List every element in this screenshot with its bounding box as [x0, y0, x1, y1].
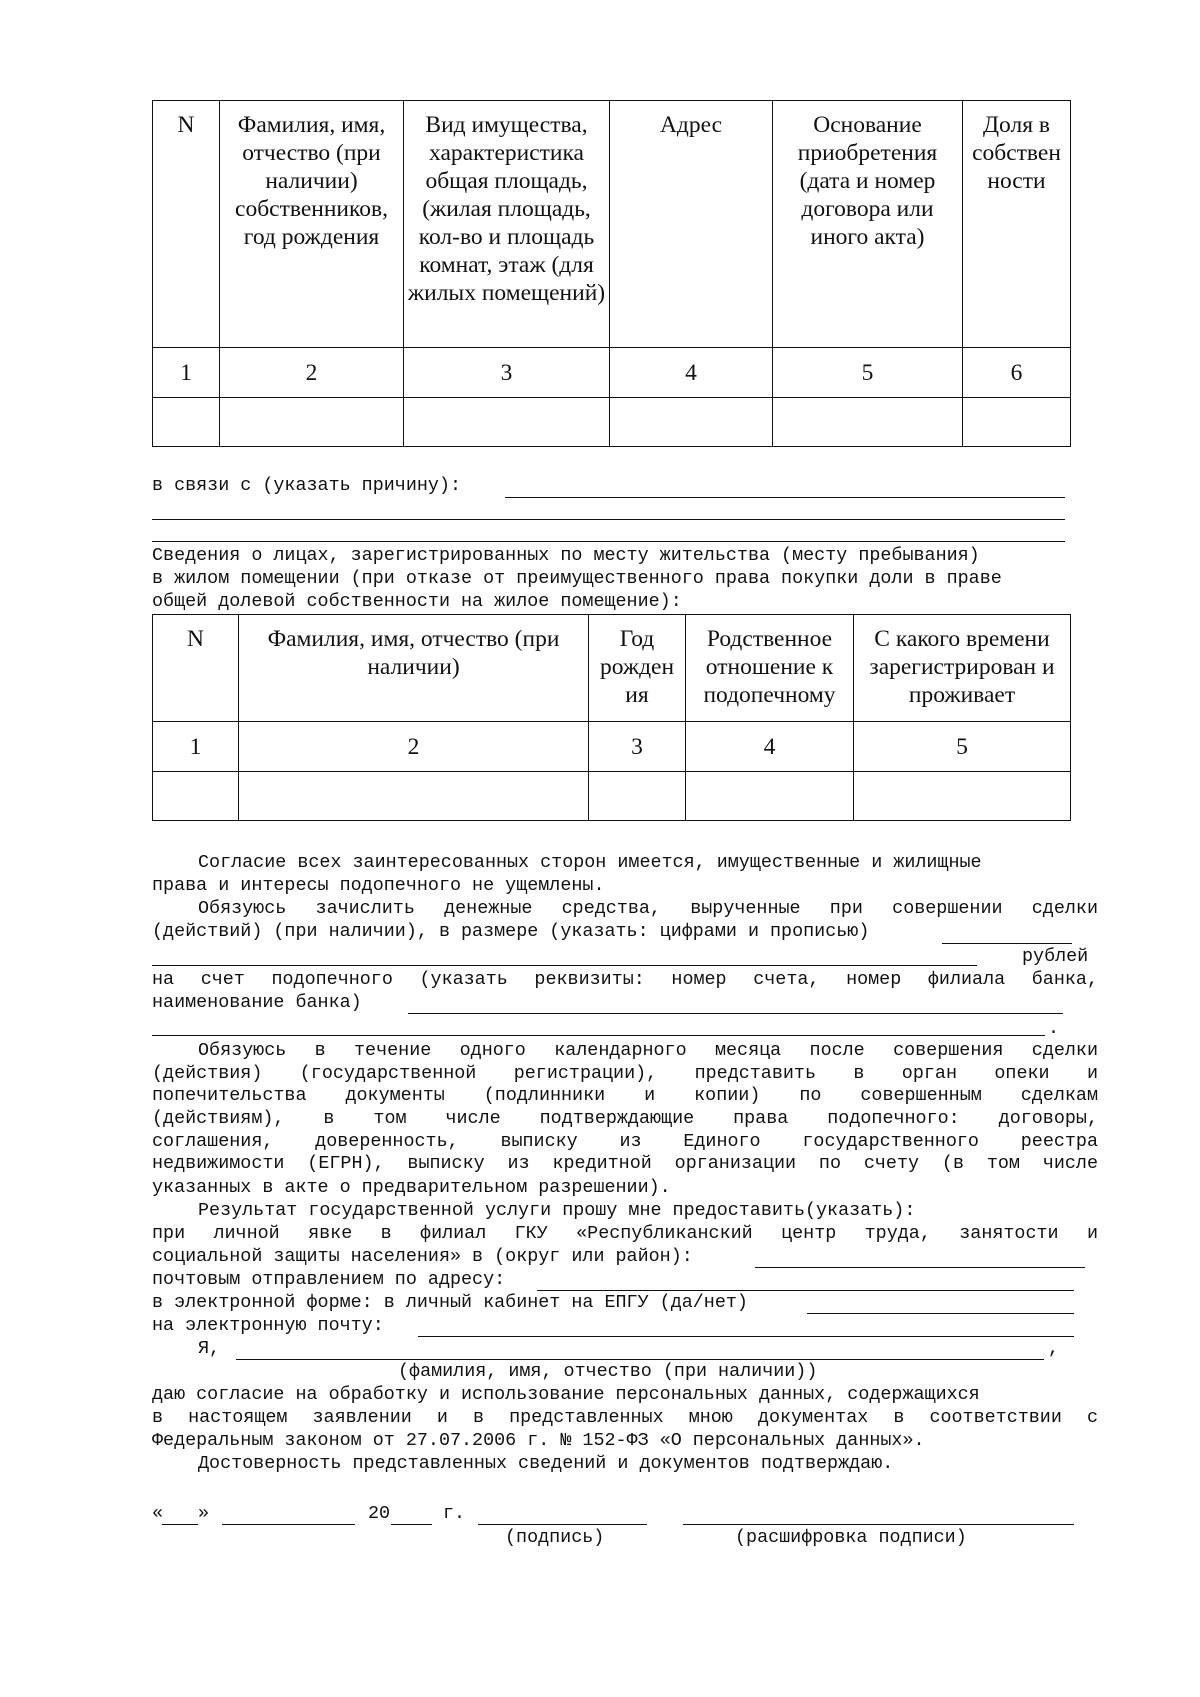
property-col-number: 4	[610, 348, 773, 398]
personal-data-consent: Федеральным законом от 27.07.2006 г. № 152-ФЗ «О персональных данных».	[152, 1430, 925, 1451]
property-table	[152, 100, 1071, 447]
result-option-branch: при личной явке в филиал ГКУ «Республиканский центр труда, занятости и	[152, 1223, 1098, 1244]
residents-intro-line: Сведения о лицах, зарегистрированных по месту жительства (месту пребывания)	[152, 545, 980, 566]
residents-empty-cell[interactable]	[854, 772, 1071, 821]
residents-header-birth-year: Год рожден ия	[589, 615, 686, 722]
consent-text: права и интересы подопечного не ущемлены.	[152, 875, 605, 896]
residents-intro-line: общей долевой собственности на жилое помещение):	[152, 591, 682, 612]
district-field[interactable]	[755, 1267, 1085, 1268]
personal-data-consent: даю согласие на обработку и использование персональных данных, содержащихся	[152, 1384, 980, 1405]
reason-label: в связи с (указать причину):	[152, 475, 462, 496]
email-field[interactable]	[418, 1336, 1074, 1337]
epgu-field[interactable]	[807, 1313, 1074, 1314]
date-year-suffix: г.	[443, 1503, 466, 1524]
property-header-share: Доля в собствен ности	[963, 101, 1071, 348]
residents-header-registered-since: С какого времени зарегистрирован и проживает	[854, 615, 1071, 722]
date-day-field[interactable]	[162, 1524, 198, 1525]
property-header-basis: Основание приобретения (дата и номер договора или иного акта)	[773, 101, 963, 348]
signature-caption: (подпись)	[505, 1527, 605, 1548]
residents-table	[152, 614, 1071, 821]
result-intro: Результат государственной услуги прошу мне предоставить(указать):	[198, 1200, 916, 1221]
funds-account-text: наименование банка)	[152, 992, 362, 1013]
reason-field-line-3[interactable]	[152, 541, 1065, 542]
property-empty-cell[interactable]	[963, 398, 1071, 447]
date-month-field[interactable]	[222, 1524, 355, 1525]
consent-text: Согласие всех заинтересованных сторон имеется, имущественные и жилищные	[198, 852, 982, 873]
fio-comma: ,	[1048, 1338, 1060, 1359]
personal-data-consent: в настоящем заявлении и в представленных мною документах в соответствии с	[152, 1407, 1098, 1428]
signature-decode-caption: (расшифровка подписи)	[735, 1527, 967, 1548]
bank-details-period: .	[1048, 1018, 1060, 1039]
residents-empty-cell[interactable]	[153, 772, 239, 821]
date-year-field[interactable]	[391, 1524, 432, 1525]
confirm-statement: Достоверность представленных сведений и документов подтверждаю.	[198, 1453, 894, 1474]
funds-amount-field[interactable]	[942, 943, 1072, 944]
funds-account-text: на счет подопечного (указать реквизиты: номер счета, номер филиала банка,	[152, 969, 1098, 990]
result-option-post: почтовым отправлением по адресу:	[152, 1269, 506, 1290]
postal-address-field[interactable]	[537, 1290, 1074, 1291]
signature-field[interactable]	[478, 1524, 647, 1525]
residents-col-number: 2	[239, 722, 589, 772]
property-col-number: 6	[963, 348, 1071, 398]
property-header-n: N	[153, 101, 220, 348]
residents-header-name: Фамилия, имя, отчество (при наличии)	[239, 615, 589, 722]
residents-col-number: 5	[854, 722, 1071, 772]
property-header-type: Вид имущества, характеристика общая площадь, (жилая площадь, кол-во и площадь комнат, этаж (для жилых помещений)	[404, 101, 610, 348]
property-empty-cell[interactable]	[220, 398, 404, 447]
date-year-prefix: 20	[368, 1503, 391, 1524]
funds-amount-field-line-2[interactable]	[152, 965, 977, 966]
property-empty-cell[interactable]	[404, 398, 610, 447]
result-option-epgu: в электронной форме: в личный кабинет на ЕПГУ (да/нет)	[152, 1292, 748, 1313]
property-empty-cell[interactable]	[773, 398, 963, 447]
residents-col-number: 1	[153, 722, 239, 772]
property-col-number: 2	[220, 348, 404, 398]
residents-intro-line: в жилом помещении (при отказе от преимущественного права покупки доли в праве	[152, 568, 1002, 589]
residents-col-number: 4	[686, 722, 854, 772]
ya-label: Я,	[198, 1338, 221, 1359]
funds-text: Обязуюсь зачислить денежные средства, вырученные при совершении сделки	[198, 898, 1098, 919]
property-col-number: 5	[773, 348, 963, 398]
obligation-last-line: указанных в акте о предварительном разрешении).	[152, 1177, 671, 1198]
property-col-number: 1	[153, 348, 220, 398]
signature-decode-field[interactable]	[683, 1524, 1074, 1525]
residents-empty-cell[interactable]	[686, 772, 854, 821]
reason-field-line-2[interactable]	[152, 519, 1065, 520]
fio-caption: (фамилия, имя, отчество (при наличии))	[398, 1361, 818, 1382]
date-quote-close: »	[198, 1503, 210, 1524]
obligation-paragraph: Обязуюсь в течение одного календарного месяца после совершения сделки (действия) (государственной регистрации), представить в орган опеки и попечительства документы (подлинники и копии) по совершенным сделкам (действиям), в том числе подтверждающие права подопечного: договоры, соглашения, доверенность, выписку из Единого государственного реестра недвижимости (ЕГРН), выписку из кредитной организации по счету (в том числе	[152, 1040, 1098, 1175]
residents-empty-cell[interactable]	[589, 772, 686, 821]
property-empty-cell[interactable]	[610, 398, 773, 447]
rubles-label: рублей	[1022, 946, 1089, 967]
funds-text: (действий) (при наличии), в размере (указать: цифрами и прописью)	[152, 921, 870, 942]
result-option-email: на электронную почту:	[152, 1315, 384, 1336]
residents-empty-cell[interactable]	[239, 772, 589, 821]
residents-header-relation: Родственное отношение к подопечному	[686, 615, 854, 722]
property-header-address: Адрес	[610, 101, 773, 348]
reason-field[interactable]	[505, 497, 1065, 498]
residents-col-number: 3	[589, 722, 686, 772]
bank-details-field[interactable]	[408, 1013, 1063, 1014]
fio-field[interactable]	[236, 1359, 1044, 1360]
property-empty-cell[interactable]	[153, 398, 220, 447]
residents-header-n: N	[153, 615, 239, 722]
date-quote-open: «	[152, 1503, 164, 1524]
property-header-owners: Фамилия, имя, отчество (при наличии) собственников, год рождения	[220, 101, 404, 348]
bank-details-field-line-2[interactable]	[152, 1035, 1045, 1036]
result-option-branch: социальной защиты населения» в (округ или район):	[152, 1246, 693, 1267]
property-col-number: 3	[404, 348, 610, 398]
